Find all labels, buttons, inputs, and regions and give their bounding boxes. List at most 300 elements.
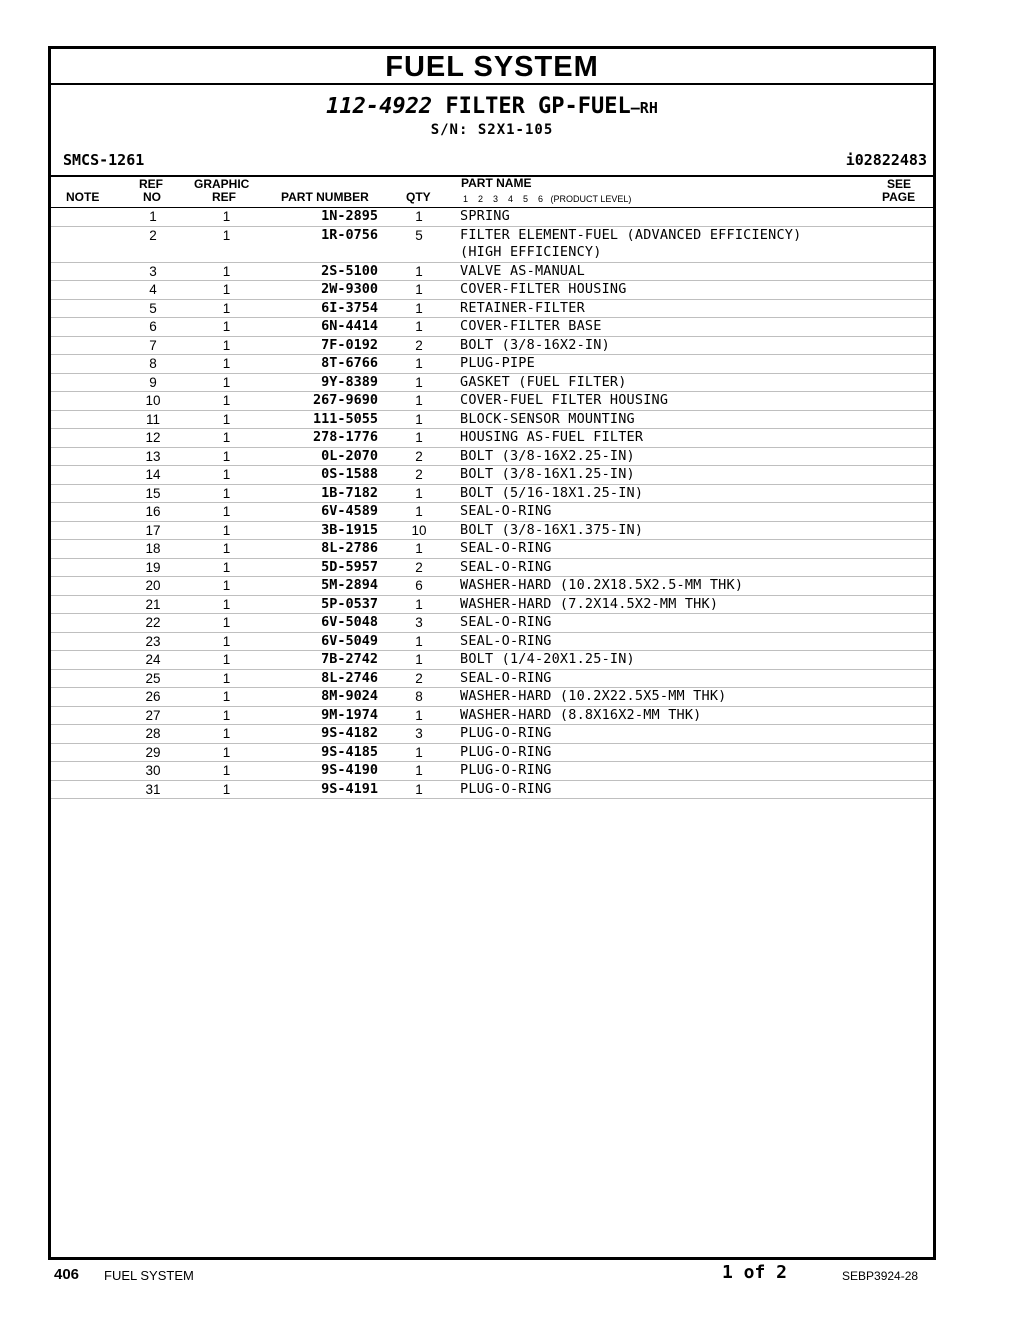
cell-part-name <box>460 632 865 651</box>
cell-qty: 6 <box>378 577 460 596</box>
cell-ref-no: 5 <box>113 299 193 318</box>
cell-graphic-ref: 1 <box>193 318 260 337</box>
cell-see-page <box>865 484 933 503</box>
part-name-line: BOLT (1/4-20X1.25-IN) <box>460 651 635 667</box>
cell-part-number: 5M-2894 <box>260 577 378 596</box>
header-graphic-top: GRAPHIC <box>194 177 250 191</box>
cell-ref-no: 27 <box>113 706 193 725</box>
table-row <box>51 725 933 744</box>
cell-qty: 1 <box>378 503 460 522</box>
cell-see-page <box>865 355 933 374</box>
cell-note <box>51 743 113 762</box>
parts-page-frame <box>48 46 936 1260</box>
cell-part-name <box>460 318 865 337</box>
cell-ref-no: 19 <box>113 558 193 577</box>
cell-part-name <box>460 355 865 374</box>
cell-see-page <box>865 651 933 670</box>
cell-graphic-ref: 1 <box>193 521 260 540</box>
cell-note <box>51 410 113 429</box>
cell-see-page <box>865 466 933 485</box>
cell-graphic-ref: 1 <box>193 558 260 577</box>
cell-part-name <box>460 503 865 522</box>
cell-ref-no: 4 <box>113 281 193 300</box>
cell-ref-no: 22 <box>113 614 193 633</box>
cell-note <box>51 484 113 503</box>
cell-ref-no: 17 <box>113 521 193 540</box>
cell-graphic-ref: 1 <box>193 208 260 226</box>
header-part-name: PART NAME <box>461 176 532 190</box>
cell-note <box>51 299 113 318</box>
part-name-line: SEAL-O-RING <box>460 503 552 519</box>
cell-ref-no: 18 <box>113 540 193 559</box>
cell-qty: 2 <box>378 558 460 577</box>
cell-ref-no: 20 <box>113 577 193 596</box>
cell-graphic-ref: 1 <box>193 281 260 300</box>
cell-see-page <box>865 503 933 522</box>
table-row <box>51 429 933 448</box>
cell-graphic-ref: 1 <box>193 614 260 633</box>
table-row <box>51 410 933 429</box>
cell-ref-no: 28 <box>113 725 193 744</box>
cell-qty: 1 <box>378 651 460 670</box>
cell-part-number: 5D-5957 <box>260 558 378 577</box>
table-row <box>51 706 933 725</box>
cell-see-page <box>865 429 933 448</box>
cell-qty: 2 <box>378 447 460 466</box>
footer-doc-id: SEBP3924-28 <box>842 1269 919 1283</box>
cell-part-number: 6V-5049 <box>260 632 378 651</box>
cell-note <box>51 651 113 670</box>
cell-part-number: 6V-5048 <box>260 614 378 633</box>
part-name-line: SEAL-O-RING <box>460 632 552 649</box>
part-name-line: WASHER-HARD (7.2X14.5X2-MM THK) <box>460 595 719 612</box>
cell-part-number: 8L-2746 <box>260 669 378 688</box>
cell-see-page <box>865 725 933 744</box>
cell-see-page <box>865 762 933 781</box>
cell-see-page <box>865 447 933 466</box>
table-row <box>51 336 933 355</box>
cell-qty: 1 <box>378 540 460 559</box>
table-row <box>51 577 933 596</box>
cell-part-number: 3B-1915 <box>260 521 378 540</box>
cell-see-page <box>865 336 933 355</box>
cell-graphic-ref: 1 <box>193 595 260 614</box>
table-row <box>51 521 933 540</box>
part-name-line: BOLT (3/8-16X1.25-IN) <box>460 466 635 482</box>
table-row <box>51 595 933 614</box>
cell-note <box>51 725 113 744</box>
cell-ref-no: 16 <box>113 503 193 522</box>
cell-note <box>51 669 113 688</box>
cell-graphic-ref: 1 <box>193 725 260 744</box>
cell-ref-no: 6 <box>113 318 193 337</box>
cell-ref-no: 8 <box>113 355 193 374</box>
cell-qty: 1 <box>378 706 460 725</box>
cell-part-name <box>460 558 865 577</box>
table-row <box>51 392 933 411</box>
cell-part-name <box>460 447 865 466</box>
cell-ref-no: 29 <box>113 743 193 762</box>
cell-note <box>51 558 113 577</box>
cell-part-number: 111-5055 <box>260 410 378 429</box>
cell-see-page <box>865 226 933 262</box>
header-part-number: PART NUMBER <box>281 190 369 204</box>
part-name-line: FILTER ELEMENT-FUEL (ADVANCED EFFICIENCY) <box>460 226 802 243</box>
cell-qty: 1 <box>378 208 460 226</box>
part-name-line: PLUG-O-RING <box>460 762 552 778</box>
part-name-line: HOUSING AS-FUEL FILTER <box>460 429 644 445</box>
cell-note <box>51 373 113 392</box>
part-name-line: PLUG-O-RING <box>460 725 552 741</box>
table-row <box>51 318 933 337</box>
cell-ref-no: 11 <box>113 410 193 429</box>
cell-part-name <box>460 410 865 429</box>
cell-note <box>51 281 113 300</box>
cell-part-name <box>460 614 865 633</box>
smcs-row <box>51 139 933 177</box>
cell-see-page <box>865 688 933 707</box>
cell-graphic-ref: 1 <box>193 688 260 707</box>
cell-note <box>51 614 113 633</box>
cell-ref-no: 15 <box>113 484 193 503</box>
cell-note <box>51 355 113 374</box>
header-qty: QTY <box>406 190 431 204</box>
cell-part-name <box>460 688 865 707</box>
cell-ref-no: 1 <box>113 208 193 226</box>
cell-qty: 10 <box>378 521 460 540</box>
part-name-line: SEAL-O-RING <box>460 614 552 630</box>
cell-part-name <box>460 706 865 725</box>
cell-graphic-ref: 1 <box>193 762 260 781</box>
parts-table <box>51 208 933 799</box>
table-row <box>51 669 933 688</box>
cell-see-page <box>865 780 933 799</box>
cell-part-number: 6V-4589 <box>260 503 378 522</box>
cell-graphic-ref: 1 <box>193 706 260 725</box>
cell-note <box>51 780 113 799</box>
cell-part-number: 267-9690 <box>260 392 378 411</box>
cell-see-page <box>865 281 933 300</box>
cell-part-name <box>460 392 865 411</box>
table-row <box>51 688 933 707</box>
cell-see-page <box>865 577 933 596</box>
part-name-line: COVER-FILTER BASE <box>460 318 602 334</box>
cell-see-page <box>865 410 933 429</box>
cell-qty: 1 <box>378 355 460 374</box>
part-name-line: SPRING <box>460 208 510 224</box>
cell-qty: 1 <box>378 743 460 762</box>
cell-part-number: 7F-0192 <box>260 336 378 355</box>
part-name-line: COVER-FUEL FILTER HOUSING <box>460 392 669 408</box>
parts-table-body <box>51 208 933 799</box>
header-ref-top: REF <box>139 177 163 191</box>
group-name: FILTER GP-FUEL <box>445 94 631 119</box>
cell-graphic-ref: 1 <box>193 669 260 688</box>
table-row <box>51 447 933 466</box>
part-name-line: BOLT (3/8-16X2.25-IN) <box>460 447 635 464</box>
part-name-line: VALVE AS-MANUAL <box>460 262 585 279</box>
cell-note <box>51 688 113 707</box>
cell-qty: 1 <box>378 780 460 799</box>
cell-part-name <box>460 725 865 744</box>
cell-ref-no: 9 <box>113 373 193 392</box>
part-name-line: BOLT (3/8-16X2-IN) <box>460 336 610 353</box>
cell-see-page <box>865 706 933 725</box>
cell-graphic-ref: 1 <box>193 743 260 762</box>
part-name-line: RETAINER-FILTER <box>460 299 585 316</box>
cell-qty: 1 <box>378 392 460 411</box>
cell-part-number: 8M-9024 <box>260 688 378 707</box>
cell-part-number: 7B-2742 <box>260 651 378 670</box>
cell-part-name <box>460 466 865 485</box>
table-row <box>51 558 933 577</box>
cell-graphic-ref: 1 <box>193 503 260 522</box>
cell-qty: 5 <box>378 226 460 262</box>
cell-note <box>51 503 113 522</box>
cell-part-name <box>460 484 865 503</box>
table-row <box>51 762 933 781</box>
cell-qty: 1 <box>378 429 460 448</box>
cell-part-number: 5P-0537 <box>260 595 378 614</box>
part-name-line: WASHER-HARD (10.2X18.5X2.5-MM THK) <box>460 577 744 593</box>
cell-qty: 1 <box>378 484 460 503</box>
cell-graphic-ref: 1 <box>193 429 260 448</box>
cell-part-name <box>460 595 865 614</box>
cell-graphic-ref: 1 <box>193 540 260 559</box>
part-name-line: PLUG-PIPE <box>460 355 535 371</box>
cell-qty: 1 <box>378 299 460 318</box>
cell-part-number: 9M-1974 <box>260 706 378 725</box>
cell-note <box>51 336 113 355</box>
table-row <box>51 299 933 318</box>
cell-part-number: 8T-6766 <box>260 355 378 374</box>
part-name-line: WASHER-HARD (8.8X16X2-MM THK) <box>460 706 702 723</box>
cell-qty: 1 <box>378 410 460 429</box>
cell-part-number: 2S-5100 <box>260 262 378 281</box>
table-header <box>51 177 933 208</box>
cell-qty: 2 <box>378 336 460 355</box>
smcs-code: SMCS-1261 <box>63 151 145 169</box>
cell-ref-no: 26 <box>113 688 193 707</box>
header-see-bottom: PAGE <box>882 190 916 204</box>
cell-note <box>51 540 113 559</box>
cell-note <box>51 577 113 596</box>
part-name-line: GASKET (FUEL FILTER) <box>460 373 627 390</box>
cell-part-number: 0L-2070 <box>260 447 378 466</box>
part-name-line: BLOCK-SENSOR MOUNTING <box>460 410 635 427</box>
cell-graphic-ref: 1 <box>193 466 260 485</box>
cell-graphic-ref: 1 <box>193 484 260 503</box>
part-name-line: BOLT (3/8-16X1.375-IN) <box>460 521 644 538</box>
cell-part-number: 8L-2786 <box>260 540 378 559</box>
table-row <box>51 262 933 281</box>
cell-part-number: 1R-0756 <box>260 226 378 262</box>
cell-graphic-ref: 1 <box>193 299 260 318</box>
cell-see-page <box>865 540 933 559</box>
cell-part-number: 6I-3754 <box>260 299 378 318</box>
cell-graphic-ref: 1 <box>193 373 260 392</box>
cell-see-page <box>865 392 933 411</box>
cell-part-number: 0S-1588 <box>260 466 378 485</box>
cell-see-page <box>865 373 933 392</box>
cell-see-page <box>865 262 933 281</box>
cell-see-page <box>865 614 933 633</box>
cell-ref-no: 12 <box>113 429 193 448</box>
part-name-line-2: (HIGH EFFICIENCY) <box>460 244 602 260</box>
table-row <box>51 466 933 485</box>
cell-part-name <box>460 577 865 596</box>
header-see-top: SEE <box>887 177 912 191</box>
cell-see-page <box>865 632 933 651</box>
header-graphic-bottom: REF <box>212 190 236 204</box>
cell-qty: 1 <box>378 595 460 614</box>
cell-note <box>51 706 113 725</box>
cell-see-page <box>865 521 933 540</box>
cell-graphic-ref: 1 <box>193 410 260 429</box>
cell-ref-no: 2 <box>113 226 193 262</box>
cell-part-number: 9S-4182 <box>260 725 378 744</box>
group-title <box>51 93 933 121</box>
cell-part-number: 278-1776 <box>260 429 378 448</box>
cell-ref-no: 21 <box>113 595 193 614</box>
cell-ref-no: 24 <box>113 651 193 670</box>
cell-qty: 1 <box>378 762 460 781</box>
cell-graphic-ref: 1 <box>193 632 260 651</box>
cell-part-name <box>460 262 865 281</box>
section-title: FUEL SYSTEM <box>51 49 933 85</box>
table-row <box>51 651 933 670</box>
cell-see-page <box>865 595 933 614</box>
header-ref-bottom: NO <box>143 190 161 204</box>
cell-part-number: 9S-4185 <box>260 743 378 762</box>
cell-graphic-ref: 1 <box>193 355 260 374</box>
cell-part-name <box>460 762 865 781</box>
cell-see-page <box>865 558 933 577</box>
cell-graphic-ref: 1 <box>193 651 260 670</box>
cell-note <box>51 632 113 651</box>
cell-part-number: 1B-7182 <box>260 484 378 503</box>
cell-qty: 3 <box>378 614 460 633</box>
table-row <box>51 743 933 762</box>
part-name-line: BOLT (5/16-18X1.25-IN) <box>460 484 644 501</box>
cell-note <box>51 226 113 262</box>
cell-ref-no: 23 <box>113 632 193 651</box>
cell-ref-no: 30 <box>113 762 193 781</box>
cell-part-name <box>460 226 865 262</box>
table-row <box>51 632 933 651</box>
part-name-line: PLUG-O-RING <box>460 780 552 797</box>
cell-ref-no: 10 <box>113 392 193 411</box>
cell-ref-no: 31 <box>113 780 193 799</box>
cell-part-name <box>460 780 865 799</box>
cell-graphic-ref: 1 <box>193 577 260 596</box>
cell-part-number: 2W-9300 <box>260 281 378 300</box>
cell-qty: 1 <box>378 373 460 392</box>
group-suffix: —RH <box>630 99 658 117</box>
cell-qty: 1 <box>378 281 460 300</box>
table-row <box>51 614 933 633</box>
cell-qty: 2 <box>378 669 460 688</box>
cell-part-number: 6N-4414 <box>260 318 378 337</box>
cell-part-name <box>460 299 865 318</box>
cell-see-page <box>865 299 933 318</box>
cell-part-name <box>460 429 865 448</box>
cell-note <box>51 392 113 411</box>
table-row <box>51 226 933 262</box>
cell-part-number: 1N-2895 <box>260 208 378 226</box>
cell-ref-no: 25 <box>113 669 193 688</box>
group-number: 112-4922 <box>326 94 433 119</box>
cell-part-name <box>460 373 865 392</box>
part-name-line: SEAL-O-RING <box>460 540 552 556</box>
header-product-level: 1 2 3 4 5 6 (PRODUCT LEVEL) <box>463 194 632 204</box>
part-name-line: COVER-FILTER HOUSING <box>460 281 627 297</box>
cell-qty: 1 <box>378 318 460 337</box>
cell-qty: 2 <box>378 466 460 485</box>
cell-part-name <box>460 281 865 300</box>
cell-part-name <box>460 743 865 762</box>
table-row <box>51 208 933 226</box>
header-note: NOTE <box>66 190 100 204</box>
cell-part-number: 9S-4190 <box>260 762 378 781</box>
cell-note <box>51 429 113 448</box>
cell-part-number: 9S-4191 <box>260 780 378 799</box>
table-row <box>51 484 933 503</box>
cell-note <box>51 762 113 781</box>
table-row <box>51 373 933 392</box>
cell-see-page <box>865 743 933 762</box>
part-name-line: SEAL-O-RING <box>460 669 552 686</box>
cell-see-page <box>865 669 933 688</box>
cell-see-page <box>865 318 933 337</box>
cell-graphic-ref: 1 <box>193 447 260 466</box>
serial-number: S/N: S2X1-105 <box>430 122 554 138</box>
footer-section: FUEL SYSTEM <box>104 1268 194 1283</box>
cell-note <box>51 208 113 226</box>
table-row <box>51 780 933 799</box>
table-row <box>51 355 933 374</box>
cell-ref-no: 14 <box>113 466 193 485</box>
table-row <box>51 540 933 559</box>
cell-note <box>51 447 113 466</box>
table-row <box>51 281 933 300</box>
cell-graphic-ref: 1 <box>193 780 260 799</box>
illustration-id: i02822483 <box>845 151 927 169</box>
cell-note <box>51 466 113 485</box>
page-footer <box>0 1262 1020 1292</box>
cell-part-number: 9Y-8389 <box>260 373 378 392</box>
cell-part-name <box>460 208 865 226</box>
table-row <box>51 503 933 522</box>
footer-page-number: 406 <box>54 1266 80 1283</box>
cell-note <box>51 262 113 281</box>
cell-note <box>51 595 113 614</box>
footer-page-of: 1 of 2 <box>722 1262 788 1283</box>
part-name-line: SEAL-O-RING <box>460 558 552 575</box>
cell-see-page <box>865 208 933 226</box>
cell-ref-no: 3 <box>113 262 193 281</box>
cell-note <box>51 318 113 337</box>
cell-graphic-ref: 1 <box>193 336 260 355</box>
cell-part-name <box>460 669 865 688</box>
cell-part-name <box>460 521 865 540</box>
cell-part-name <box>460 336 865 355</box>
cell-graphic-ref: 1 <box>193 226 260 262</box>
cell-ref-no: 7 <box>113 336 193 355</box>
cell-qty: 8 <box>378 688 460 707</box>
cell-graphic-ref: 1 <box>193 392 260 411</box>
cell-note <box>51 521 113 540</box>
